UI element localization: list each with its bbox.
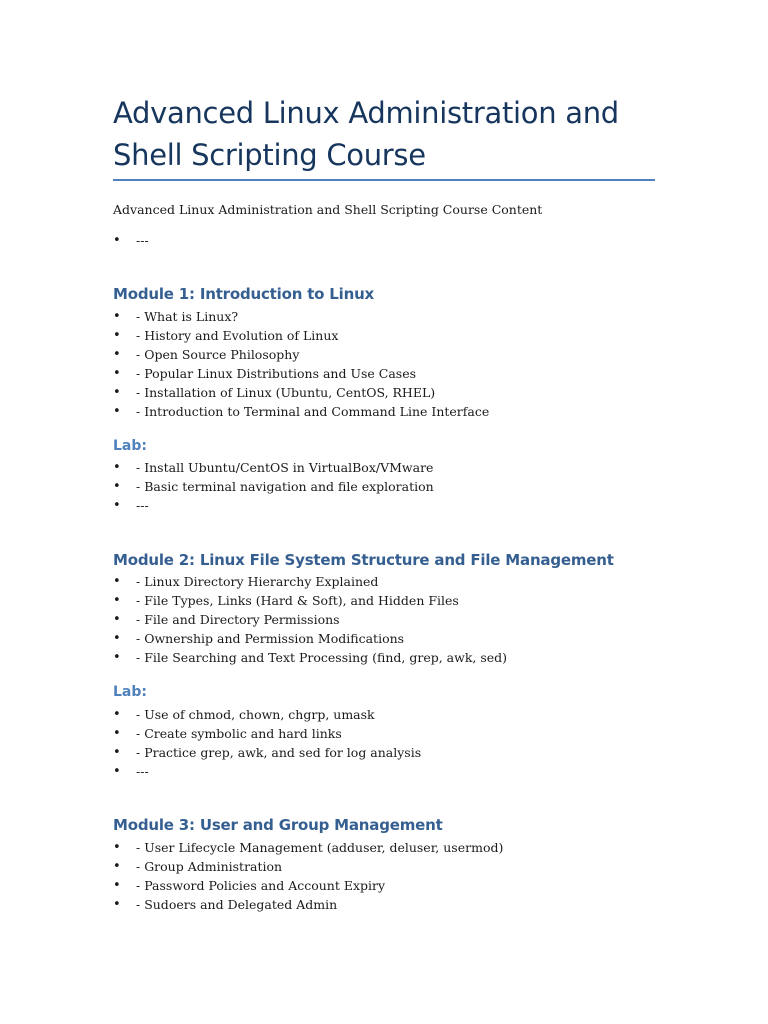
module-2-topics — [113, 572, 507, 667]
intro-paragraph: Advanced Linux Administration and Shell Scripting Course Content — [113, 202, 543, 217]
module-1-lab-heading: Lab: — [113, 438, 147, 454]
list-item: • - Ownership and Permission Modifications — [113, 629, 507, 648]
module-1-heading: Module 1: Introduction to Linux — [113, 285, 375, 303]
list-item: • - Open Source Philosophy — [113, 345, 489, 364]
list-item: • --- — [113, 762, 421, 781]
module-2-lab-list — [113, 705, 421, 781]
list-item: • - Use of chmod, chown, chgrp, umask — [113, 705, 421, 724]
module-2-lab-heading: Lab: — [113, 684, 147, 700]
document-title: Advanced Linux Administration and Shell Scripting Course — [113, 96, 619, 172]
separator-list — [113, 231, 149, 250]
list-item: • --- — [113, 231, 149, 250]
list-item: • - Password Policies and Account Expiry — [113, 876, 503, 895]
list-item: • - File and Directory Permissions — [113, 610, 507, 629]
list-item: • - Group Administration — [113, 857, 503, 876]
title-underline — [113, 179, 655, 181]
list-item: • - Install Ubuntu/CentOS in VirtualBox/VMware — [113, 458, 434, 477]
list-item: • - File Searching and Text Processing (find, grep, awk, sed) — [113, 648, 507, 667]
list-item: • - Create symbolic and hard links — [113, 724, 421, 743]
list-item: • - History and Evolution of Linux — [113, 326, 489, 345]
list-item: • - Practice grep, awk, and sed for log analysis — [113, 743, 421, 762]
list-item: • - Sudoers and Delegated Admin — [113, 895, 503, 914]
module-3-topics — [113, 838, 503, 914]
list-item: • - Linux Directory Hierarchy Explained — [113, 572, 507, 591]
list-item: • - Popular Linux Distributions and Use Cases — [113, 364, 489, 383]
list-item: • - User Lifecycle Management (adduser, deluser, usermod) — [113, 838, 503, 857]
list-item: • - File Types, Links (Hard & Soft), and Hidden Files — [113, 591, 507, 610]
list-item: • - Installation of Linux (Ubuntu, CentOS, RHEL) — [113, 383, 489, 402]
module-1-lab-list — [113, 458, 434, 515]
list-item: • --- — [113, 496, 434, 515]
list-item: • - What is Linux? — [113, 307, 489, 326]
module-2-heading: Module 2: Linux File System Structure and File Management — [113, 551, 614, 569]
module-1-topics — [113, 307, 489, 422]
list-item: • - Introduction to Terminal and Command Line Interface — [113, 402, 489, 421]
module-3-heading: Module 3: User and Group Management — [113, 816, 443, 834]
list-item: • - Basic terminal navigation and file exploration — [113, 477, 434, 496]
